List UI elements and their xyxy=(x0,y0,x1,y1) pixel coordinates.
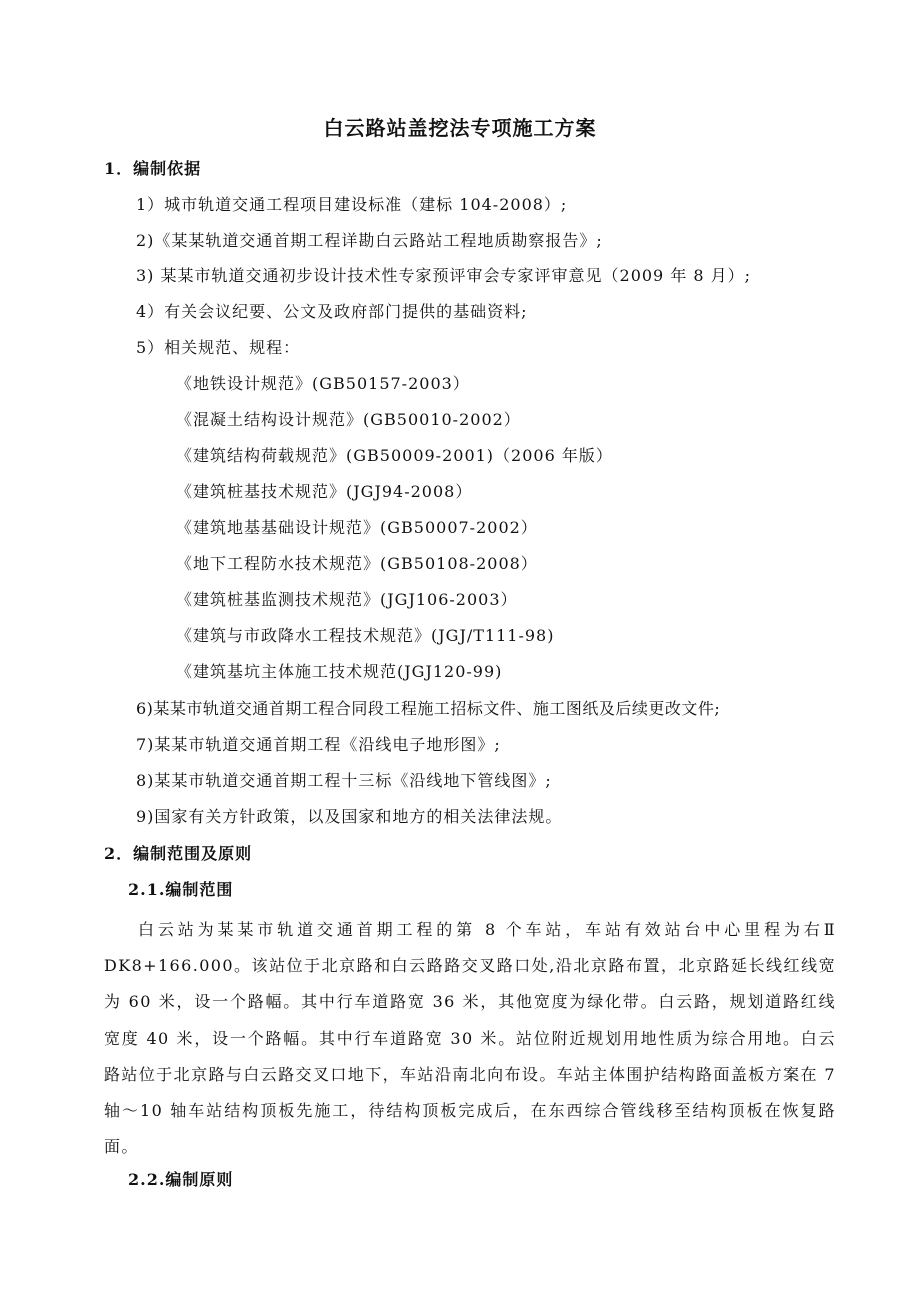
standard-item: 《建筑桩基监测技术规范》(JGJ106-2003） xyxy=(176,590,518,609)
section-2-heading: 2．编制范围及原则 xyxy=(104,844,253,863)
section-1-heading: 1．编制依据 xyxy=(104,159,202,178)
basis-item-9: 9)国家有关方针政策，以及国家和地方的相关法律法规。 xyxy=(136,807,563,826)
standard-item: 《混凝土结构设计规范》(GB50010-2002） xyxy=(176,410,521,429)
standard-item: 《建筑与市政降水工程技术规范》(JGJ/T111-98) xyxy=(176,626,555,645)
basis-item-7: 7)某某市轨道交通首期工程《沿线电子地形图》; xyxy=(136,735,501,754)
basis-item-4: 4）有关会议纪要、公文及政府部门提供的基础资料; xyxy=(136,302,528,321)
document-title: 白云路站盖挖法专项施工方案 xyxy=(323,116,597,140)
basis-item-2: 2)《某某轨道交通首期工程详勘白云路站工程地质勘察报告》; xyxy=(136,231,603,250)
basis-item-3: 3) 某某市轨道交通初步设计技术性专家预评审会专家评审意见（2009 年 8 月）; xyxy=(136,266,752,285)
basis-item-1: 1）城市轨道交通工程项目建设标准（建标 104-2008）; xyxy=(136,195,568,214)
basis-item-6: 6)某某市轨道交通首期工程合同段工程施工招标文件、施工图纸及后续更改文件; xyxy=(136,699,721,718)
standard-item: 《地铁设计规范》(GB50157-2003） xyxy=(176,374,470,393)
basis-item-8: 8)某某市轨道交通首期工程十三标《沿线地下管线图》; xyxy=(136,771,552,790)
standard-item: 《建筑基坑主体施工技术规范(JGJ120-99) xyxy=(176,662,503,681)
subsection-2-1-heading: 2.1.编制范围 xyxy=(128,880,234,899)
standard-item: 《建筑结构荷载规范》(GB50009-2001)（2006 年版） xyxy=(176,446,613,465)
standard-item: 《建筑地基基础设计规范》(GB50007-2002） xyxy=(176,518,538,537)
standard-item: 《建筑桩基技术规范》(JGJ94-2008） xyxy=(176,482,473,501)
subsection-2-2-heading: 2.2.编制原则 xyxy=(128,1170,234,1189)
standard-item: 《地下工程防水技术规范》(GB50108-2008） xyxy=(176,554,538,573)
scope-paragraph: 白云站为某某市轨道交通首期工程的第 8 个车站，车站有效站台中心里程为右Ⅱ DK8+166.000。该站位于北京路和白云路路交叉路口处,沿北京路布置，北京路延长线红线宽为 60 米，设一个路幅。其中行车道路宽 36 米，其他宽度为绿化带。白云路，规划道路红线宽度 40 米，设一个路幅。其中行车道路宽 30 米。站位附近规划用地性质为综合用地。白云路站位于北京路与白云路交叉口地下，车站沿南北向布设。车站主体围护结构路面盖板方案在 7 轴～10 轴车站结构顶板先施工，待结构顶板完成后，在东西综合管线移至结构顶板在恢复路面。 xyxy=(104,920,836,1157)
basis-item-5: 5）相关规范、规程： xyxy=(136,338,301,357)
